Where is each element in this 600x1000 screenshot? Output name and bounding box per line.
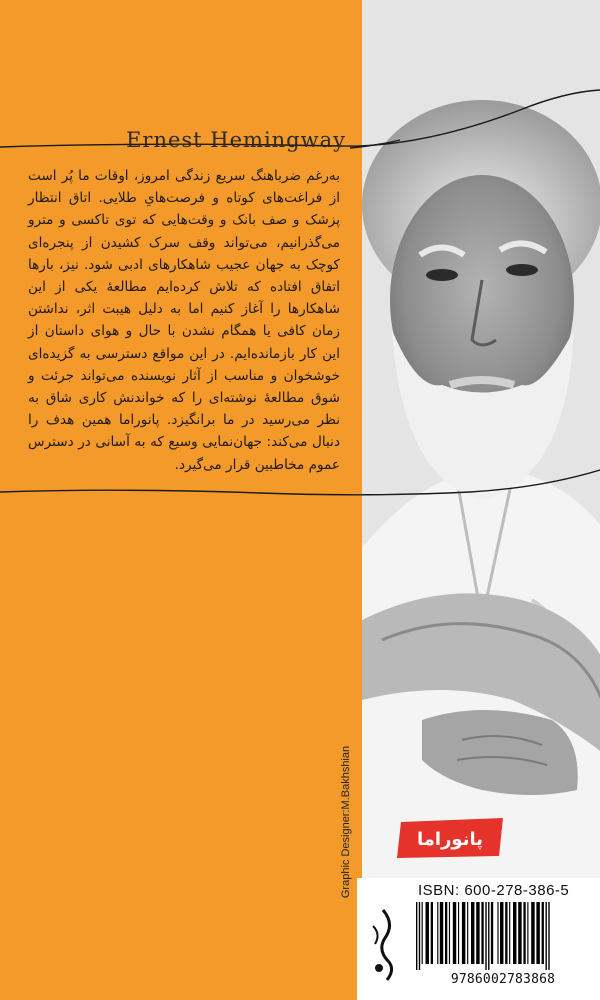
barcode-bar: [523, 902, 525, 964]
barcode-bar: [467, 902, 468, 964]
barcode-bar: [542, 902, 544, 964]
barcode-bar: [536, 902, 539, 964]
barcode-bar: [497, 902, 498, 964]
barcode-bar: [471, 902, 474, 964]
barcode-bar: [546, 902, 547, 970]
barcode-bar: [419, 902, 420, 970]
barcode-bar: [527, 902, 528, 964]
barcode-bar: [509, 902, 510, 964]
designer-credit-text: Graphic Designer:M.Bakhshian: [340, 745, 352, 899]
barcode-bar: [518, 902, 521, 964]
barcode-bar: [445, 902, 447, 964]
barcode-bar: [513, 902, 516, 964]
barcode-bar: [416, 902, 417, 970]
back-cover-blurb: به‌رغم ضرباهنگ سریع زندگی امروز، اوقات ما پُر است از فراغت‌های کوتاه و فرصت‌هایِ طلایی. اتاق انتظار پزشک و صف بانک و وقت‌هایی که توی تاکسی و مترو می‌گذرانیم، می‌تواند وقف سرک کشیدن از پنجره‌ای کوچک به جهان عجیب شاهکارهای ادبی شود. نیز، بارها اتفاق افتاده که تلاش کرده‌ایم مطالعهٔ یکی از این شاهکارها را آغاز کنیم اما به دلیل هیبت اثر، نداشتن زمان کافی یا همگام نشدن با حال و هوای داستان از این کار بازمانده‌ایم. در این مواقع دسترسی به گزیده‌ای خوشخوان و مناسب از آثار نویسنده می‌تواند جرئت و شوق مطالعهٔ نوشته‌ای را که خواندنش کاری شاق به نظر می‌رسید در ما برانگیزد. پانوراما همین هدف را دنبال می‌کند: جهان‌نمایی وسیع که به آسانی در دسترس عموم مخاطبین قرار می‌گیرد.: [28, 168, 340, 473]
barcode-bar: [440, 902, 443, 964]
barcode-bar: [505, 902, 507, 964]
barcode-bar: [481, 902, 483, 964]
barcode-bar: [458, 902, 459, 964]
barcode-bar: [531, 902, 534, 964]
barcode-bar: [491, 902, 493, 964]
barcode-bar: [426, 902, 429, 964]
barcode-bar: [437, 902, 438, 964]
barcode-bar: [453, 902, 456, 964]
barcode-bar: [462, 902, 465, 964]
logo-text: پانوراما: [417, 829, 483, 850]
isbn-text: ISBN: 600-278-386-5: [418, 882, 570, 899]
barcode-bar: [485, 902, 486, 970]
barcode-bar: [449, 902, 450, 964]
barcode-bar: [488, 902, 489, 970]
designer-credit: [336, 702, 356, 942]
barcode-bar: [500, 902, 503, 964]
barcode-bar: [476, 902, 479, 964]
author-name: Ernest Hemingway: [126, 128, 346, 152]
publisher-emblem-icon: [365, 906, 397, 984]
barcode: [414, 902, 592, 970]
barcode-number: 9786002783868: [450, 972, 556, 987]
barcode-bar: [422, 902, 423, 964]
barcode-bar: [548, 902, 549, 970]
barcode-bar: [431, 902, 433, 964]
publisher-logo: [395, 816, 505, 860]
